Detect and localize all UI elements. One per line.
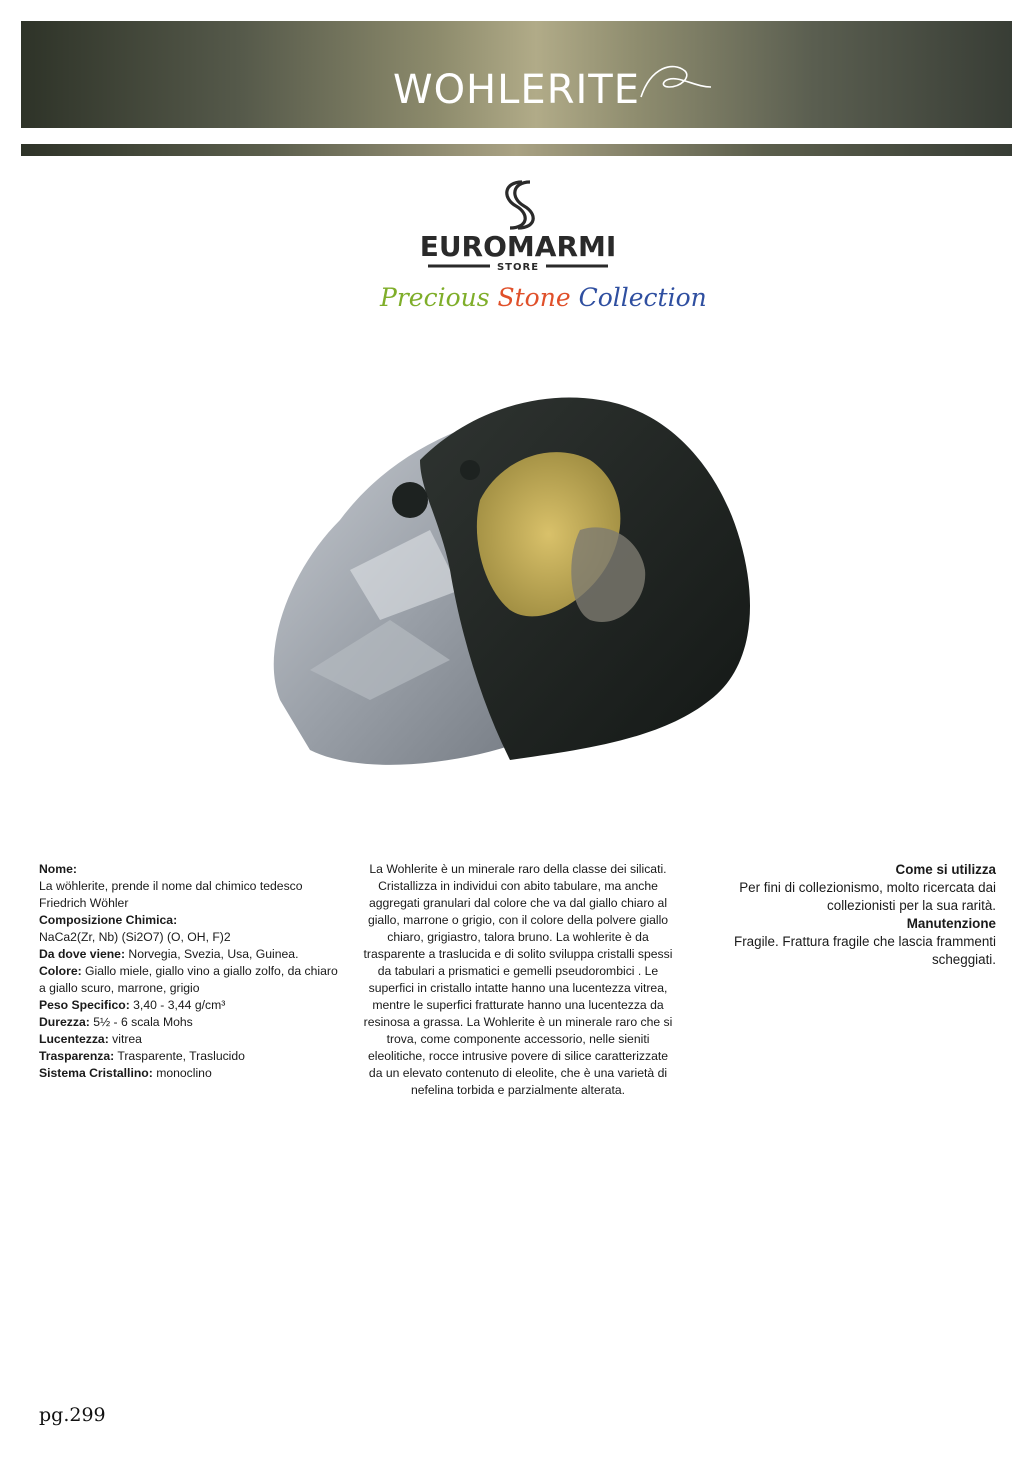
- transparency-value: Trasparente, Traslucido: [117, 1049, 245, 1063]
- composition-label: Composizione Chimica:: [39, 913, 178, 927]
- logo-s-mark-icon: [507, 182, 533, 228]
- color-value: Giallo miele, giallo vino a giallo zolfo, da chiaro a giallo scuro, marrone, grigio: [39, 964, 338, 995]
- collection-tagline: [380, 283, 707, 312]
- transparency-label: Trasparenza:: [39, 1049, 115, 1063]
- maintenance-heading: Manutenzione: [906, 916, 996, 931]
- tagline-precious: Precious: [380, 283, 490, 312]
- weight-row: [39, 997, 339, 1014]
- page-number: pg.299: [39, 1404, 106, 1426]
- properties-column: [39, 861, 339, 1082]
- crystal-system-value: monoclino: [156, 1066, 212, 1080]
- hardness-row: [39, 1014, 339, 1031]
- luster-label: Lucentezza:: [39, 1032, 109, 1046]
- origin-value: Norvegia, Svezia, Usa, Guinea.: [128, 947, 299, 961]
- divider-bar: [21, 144, 1012, 156]
- hardness-value: 5½ - 6 scala Mohs: [93, 1015, 193, 1029]
- title-flourish-icon: [633, 57, 713, 107]
- description-text: La Wohlerite è un minerale raro della classe dei silicati. Cristallizza in individui con abito tabulare, ma anche aggregati granulari dal colore che va dal giallo chiaro al giallo, marrone o grigio, con il colore della polvere giallo chiaro, grigiastro, talora bruno. La wohlerite è da trasparente a traslucida e di solito sviluppa cristalli spessi da tabulari a prismatici e gemelli pseudorombici . Le superfici in cristallo intatte hanno una lucentezza vitrea, mentre le superfici fratturate hanno una lucentezza da resinosa a grassa. La Wohlerite è un minerale raro che si trova, come componente accessorio, nelle sieniti eleolitiche, rocce intrusive povere di silice caratterizzate da un elevato contenuto di eleolite, che è una varietà di nefelina torbida e parzialmente alterata.: [363, 862, 673, 1097]
- mineral-photo: [250, 370, 770, 790]
- crystal-system-label: Sistema Cristallino:: [39, 1066, 153, 1080]
- title-banner: [21, 21, 1012, 128]
- hardness-label: Durezza:: [39, 1015, 90, 1029]
- tagline-collection: Collection: [578, 283, 707, 312]
- color-row: [39, 963, 339, 997]
- luster-row: [39, 1031, 339, 1048]
- tagline-stone: Stone: [497, 283, 571, 312]
- crystal-system-row: [39, 1065, 339, 1082]
- composition-value: NaCa2(Zr, Nb) (Si2O7) (O, OH, F)2: [39, 930, 231, 944]
- origin-row: [39, 946, 339, 963]
- luster-value: vitrea: [112, 1032, 142, 1046]
- origin-label: Da dove viene:: [39, 947, 126, 961]
- euromarmi-logo: [418, 178, 618, 278]
- weight-label: Peso Specifico:: [39, 998, 130, 1012]
- color-label: Colore:: [39, 964, 82, 978]
- weight-value: 3,40 - 3,44 g/cm³: [133, 998, 226, 1012]
- page-title: WOHLERITE: [393, 67, 640, 113]
- transparency-row: [39, 1048, 339, 1065]
- name-label: Nome:: [39, 862, 77, 876]
- usage-heading: Come si utilizza: [895, 862, 996, 877]
- description-column: [362, 861, 674, 1099]
- name-value: La wöhlerite, prende il nome dal chimico tedesco Friedrich Wöhler: [39, 879, 303, 910]
- logo-wordmark: EUROMARMI: [419, 230, 617, 263]
- usage-column: [700, 861, 996, 969]
- maintenance-text: Fragile. Frattura fragile che lascia frammenti scheggiati.: [734, 934, 996, 967]
- usage-text: Per fini di collezionismo, molto ricercata dai collezionisti per la sua rarità.: [739, 880, 996, 913]
- logo-subtitle: STORE: [496, 262, 540, 273]
